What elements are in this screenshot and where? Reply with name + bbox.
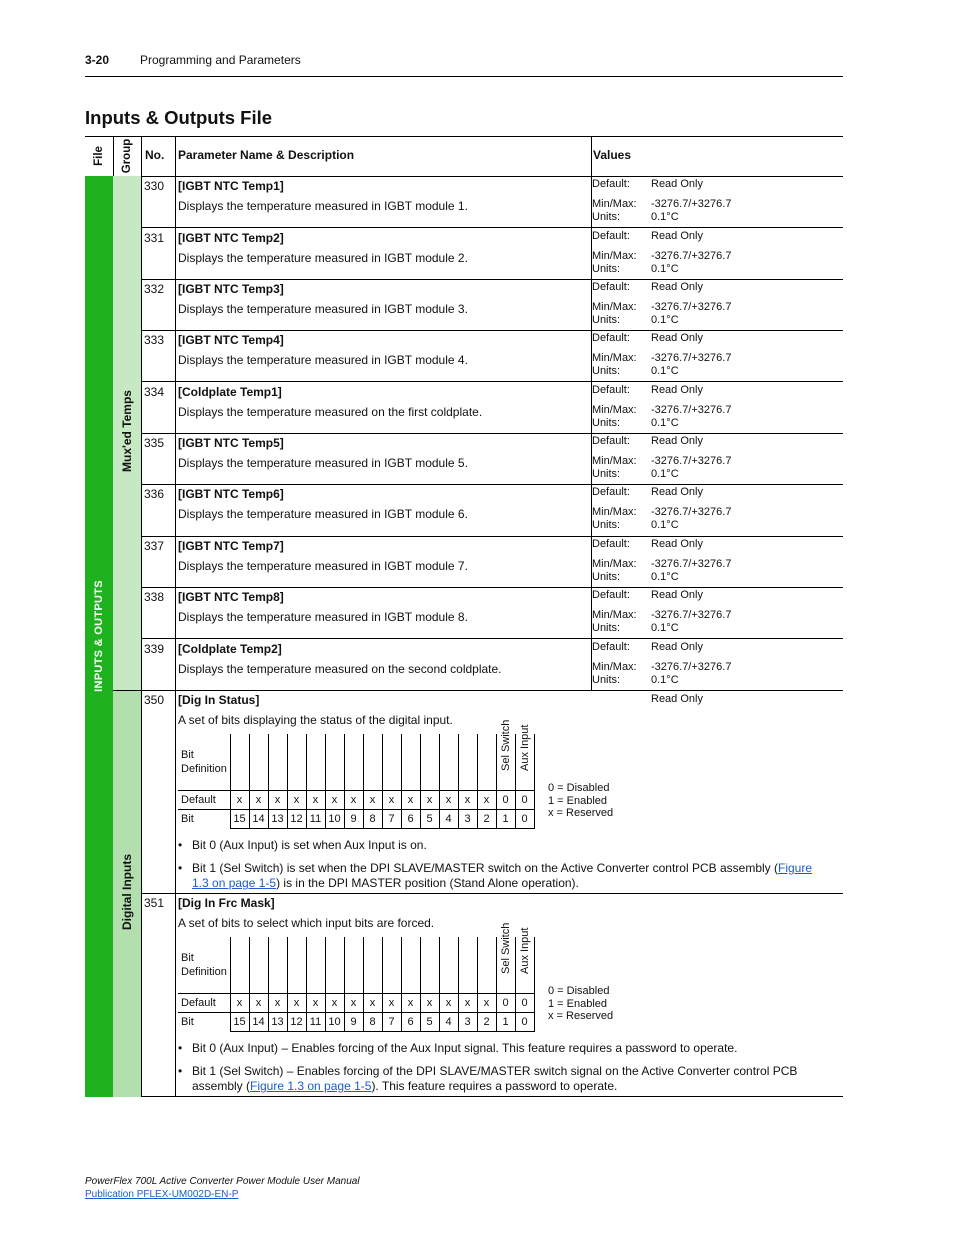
param-description: Displays the temperature measured in IGBT module 8.: [178, 610, 468, 624]
param-row-333: [141, 330, 843, 381]
units-value: 0.1°C: [651, 314, 679, 326]
bit-row: Bit 15 14 13 12 11 10 9 8 7 6 5 4 3 2 1 0: [178, 1012, 534, 1031]
param-number: 335: [144, 436, 165, 450]
units-label: Units:: [592, 365, 621, 377]
group-name-digital-inputs: Digital Inputs: [120, 854, 134, 930]
units-label: Units:: [592, 519, 621, 531]
minmax-label: Min/Max:: [592, 351, 637, 364]
param-name: [IGBT NTC Temp1]: [178, 179, 284, 193]
default-value: Read Only: [651, 538, 703, 550]
param-values: [592, 230, 731, 277]
values-header: Values: [593, 148, 632, 162]
minmax-value: -3276.7/+3276.7: [651, 557, 732, 570]
units-value: 0.1°C: [651, 519, 679, 531]
units-label: Units:: [592, 622, 621, 634]
param-number: 336: [144, 487, 165, 501]
param-values: [592, 486, 731, 533]
bit-row-label: Bit: [178, 1012, 230, 1031]
units-label: Units:: [592, 417, 621, 429]
default-row: Default x x x x x x x x x x x x x x 0 0: [178, 790, 534, 809]
no-header: No.: [145, 148, 165, 162]
param-description: Displays the temperature measured in IGBT module 4.: [178, 353, 468, 367]
param-number: 350: [144, 693, 165, 707]
default-value: Read Only: [651, 486, 703, 498]
header-rule: [85, 76, 843, 77]
section-title: Programming and Parameters: [140, 53, 301, 67]
default-label: Default:: [592, 486, 630, 498]
param-number: 334: [144, 385, 165, 399]
param-number: 338: [144, 590, 165, 604]
bit-definition-label: Bit Definition: [181, 748, 227, 775]
default-label: Default:: [592, 230, 630, 242]
param-description: Displays the temperature measured in IGBT module 3.: [178, 302, 468, 316]
group-name-muxed-temps: Mux'ed Temps: [120, 390, 134, 472]
default-value: Read Only: [651, 178, 703, 190]
default-row-label: Default: [178, 993, 230, 1012]
param-number: 337: [144, 539, 165, 553]
bit-row-label: Bit: [178, 809, 230, 828]
param-row-332: [141, 279, 843, 330]
param-name: [IGBT NTC Temp8]: [178, 590, 284, 604]
units-value: 0.1°C: [651, 365, 679, 377]
publication-link[interactable]: Publication PFLEX-UM002D-EN-P: [85, 1189, 239, 1200]
bullet-item: • Bit 0 (Aux Input) – Enables forcing of the Aux Input signal. This feature requires a password to operate.: [178, 1041, 828, 1056]
param-number: 330: [144, 179, 165, 193]
minmax-value: -3276.7/+3276.7: [651, 608, 732, 621]
figure-link[interactable]: Figure 1.3 on page 1-5: [250, 1079, 372, 1093]
units-label: Units:: [592, 571, 621, 583]
param-row-331: [141, 228, 843, 279]
minmax-value: -3276.7/+3276.7: [651, 249, 732, 262]
units-value: 0.1°C: [651, 622, 679, 634]
default-label: Default:: [592, 332, 630, 344]
units-value: 0.1°C: [651, 211, 679, 223]
param-name: [Dig In Status]: [178, 693, 260, 707]
minmax-value: -3276.7/+3276.7: [651, 300, 732, 313]
minmax-label: Min/Max:: [592, 403, 637, 416]
bit-name-aux-input: Aux Input: [518, 724, 531, 771]
default-value: Read Only: [651, 384, 703, 396]
file-header: File: [93, 146, 105, 166]
param-name: [IGBT NTC Temp3]: [178, 282, 284, 296]
bit-legend: 0 = Disabled 1 = Enabled x = Reserved: [548, 985, 614, 1022]
default-value: Read Only: [651, 589, 703, 601]
units-value: 0.1°C: [651, 263, 679, 275]
param-description: Displays the temperature measured in IGBT module 5.: [178, 456, 468, 470]
bullet-item: • Bit 1 (Sel Switch) is set when the DPI SLAVE/MASTER switch on the Active Converter control PCB assembly (Figure 1.3 on page 1-5) is in the DPI MASTER position (Stand Alone operation).: [178, 861, 828, 891]
minmax-value: -3276.7/+3276.7: [651, 505, 732, 518]
units-label: Units:: [592, 674, 621, 686]
minmax-value: -3276.7/+3276.7: [651, 403, 732, 416]
units-label: Units:: [592, 263, 621, 275]
param-name: [Coldplate Temp1]: [178, 385, 282, 399]
param-name: [IGBT NTC Temp2]: [178, 231, 284, 245]
param-row-339: [141, 639, 843, 690]
bit-row: Bit 15 14 13 12 11 10 9 8 7 6 5 4 3 2 1 0: [178, 809, 534, 828]
param-values: [592, 281, 731, 328]
minmax-label: Min/Max:: [592, 557, 637, 570]
param-description: Displays the temperature measured in IGBT module 7.: [178, 559, 468, 573]
file-name: INPUTS & OUTPUTS: [93, 580, 105, 692]
figure-link[interactable]: Figure 1.3 on page 1-5: [192, 861, 813, 890]
default-label: Default:: [592, 589, 630, 601]
minmax-label: Min/Max:: [592, 300, 637, 313]
default-value: Read Only: [651, 332, 703, 344]
param-values: [592, 435, 731, 482]
default-label: Default:: [592, 435, 630, 447]
param-number: 351: [144, 896, 165, 910]
name-header: Parameter Name & Description: [178, 148, 355, 162]
param-values: [592, 178, 731, 225]
param-description: Displays the temperature measured in IGBT module 6.: [178, 507, 468, 521]
param-values: [592, 384, 731, 431]
param-name: [IGBT NTC Temp4]: [178, 333, 284, 347]
units-value: 0.1°C: [651, 417, 679, 429]
bit-definition-label: Bit Definition: [181, 951, 227, 978]
param-description: Displays the temperature measured in IGBT module 1.: [178, 199, 468, 213]
default-value: Read Only: [651, 230, 703, 242]
param-description: Displays the temperature measured on the first coldplate.: [178, 405, 483, 419]
param-number: 331: [144, 231, 165, 245]
default-value: Read Only: [651, 641, 703, 653]
param-row-335: [141, 433, 843, 484]
default-row: Default x x x x x x x x x x x x x x 0 0: [178, 993, 534, 1012]
units-label: Units:: [592, 314, 621, 326]
minmax-label: Min/Max:: [592, 505, 637, 518]
minmax-value: -3276.7/+3276.7: [651, 197, 732, 210]
param-description: Displays the temperature measured on the second coldplate.: [178, 662, 502, 676]
minmax-label: Min/Max:: [592, 249, 637, 262]
units-value: 0.1°C: [651, 571, 679, 583]
param-name: [Coldplate Temp2]: [178, 642, 282, 656]
minmax-label: Min/Max:: [592, 660, 637, 673]
param-name: [IGBT NTC Temp6]: [178, 487, 284, 501]
default-value: Read Only: [651, 435, 703, 447]
default-label: Default:: [592, 384, 630, 396]
default-value: Read Only: [651, 281, 703, 293]
param-number: 332: [144, 282, 165, 296]
bullet-item: • Bit 0 (Aux Input) is set when Aux Input is on.: [178, 838, 828, 853]
minmax-label: Min/Max:: [592, 608, 637, 621]
param-row-336: [141, 484, 843, 535]
param-row-350: [141, 690, 843, 893]
param-values: [592, 641, 731, 688]
manual-title: PowerFlex 700L Active Converter Power Module User Manual: [85, 1176, 360, 1187]
minmax-value: -3276.7/+3276.7: [651, 660, 732, 673]
default-label: Default:: [592, 281, 630, 293]
default-row-label: Default: [178, 790, 230, 809]
units-label: Units:: [592, 468, 621, 480]
page-footer: [85, 1175, 360, 1201]
default-value: Read Only: [651, 693, 703, 705]
default-label: Default:: [592, 538, 630, 550]
param-values: [592, 538, 731, 585]
param-description: A set of bits to select which input bits are forced.: [178, 916, 435, 930]
param-name: [IGBT NTC Temp5]: [178, 436, 284, 450]
bullet-item: • Bit 1 (Sel Switch) – Enables forcing of the DPI SLAVE/MASTER switch signal on the Active Converter control PCB assembly (Figure 1.3 on page 1-5). This feature requires a password to operate.: [178, 1064, 828, 1094]
param-row-334: [141, 382, 843, 433]
minmax-value: -3276.7/+3276.7: [651, 454, 732, 467]
units-value: 0.1°C: [651, 674, 679, 686]
minmax-label: Min/Max:: [592, 454, 637, 467]
param-row-351: [141, 893, 843, 1096]
table-top-rule: [85, 136, 843, 137]
parameter-table: [85, 136, 843, 1097]
param-description: A set of bits displaying the status of the digital input.: [178, 713, 453, 727]
default-label: Default:: [592, 641, 630, 653]
param-number: 333: [144, 333, 165, 347]
param-name: [IGBT NTC Temp7]: [178, 539, 284, 553]
units-value: 0.1°C: [651, 468, 679, 480]
bullet-list: [178, 1041, 828, 1102]
param-values: [592, 332, 731, 379]
bit-name-aux-input: Aux Input: [518, 927, 531, 974]
minmax-value: -3276.7/+3276.7: [651, 351, 732, 364]
page-title: Inputs & Outputs File: [85, 107, 273, 128]
param-row-337: [141, 536, 843, 587]
bit-name-sel-switch: Sel Switch: [499, 719, 512, 771]
param-row-338: [141, 587, 843, 638]
param-row-330: [141, 176, 843, 227]
param-description: Displays the temperature measured in IGBT module 2.: [178, 251, 468, 265]
bit-name-sel-switch: Sel Switch: [499, 922, 512, 974]
bullet-list: [178, 838, 828, 899]
running-header: [85, 53, 301, 67]
default-label: Default:: [592, 178, 630, 190]
param-name: [Dig In Frc Mask]: [178, 896, 275, 910]
param-values: [592, 589, 731, 636]
param-number: 339: [144, 642, 165, 656]
group-header: Group: [121, 138, 133, 174]
page-number: 3-20: [85, 53, 110, 67]
bit-legend: 0 = Disabled 1 = Enabled x = Reserved: [548, 782, 614, 819]
minmax-label: Min/Max:: [592, 197, 637, 210]
units-label: Units:: [592, 211, 621, 223]
